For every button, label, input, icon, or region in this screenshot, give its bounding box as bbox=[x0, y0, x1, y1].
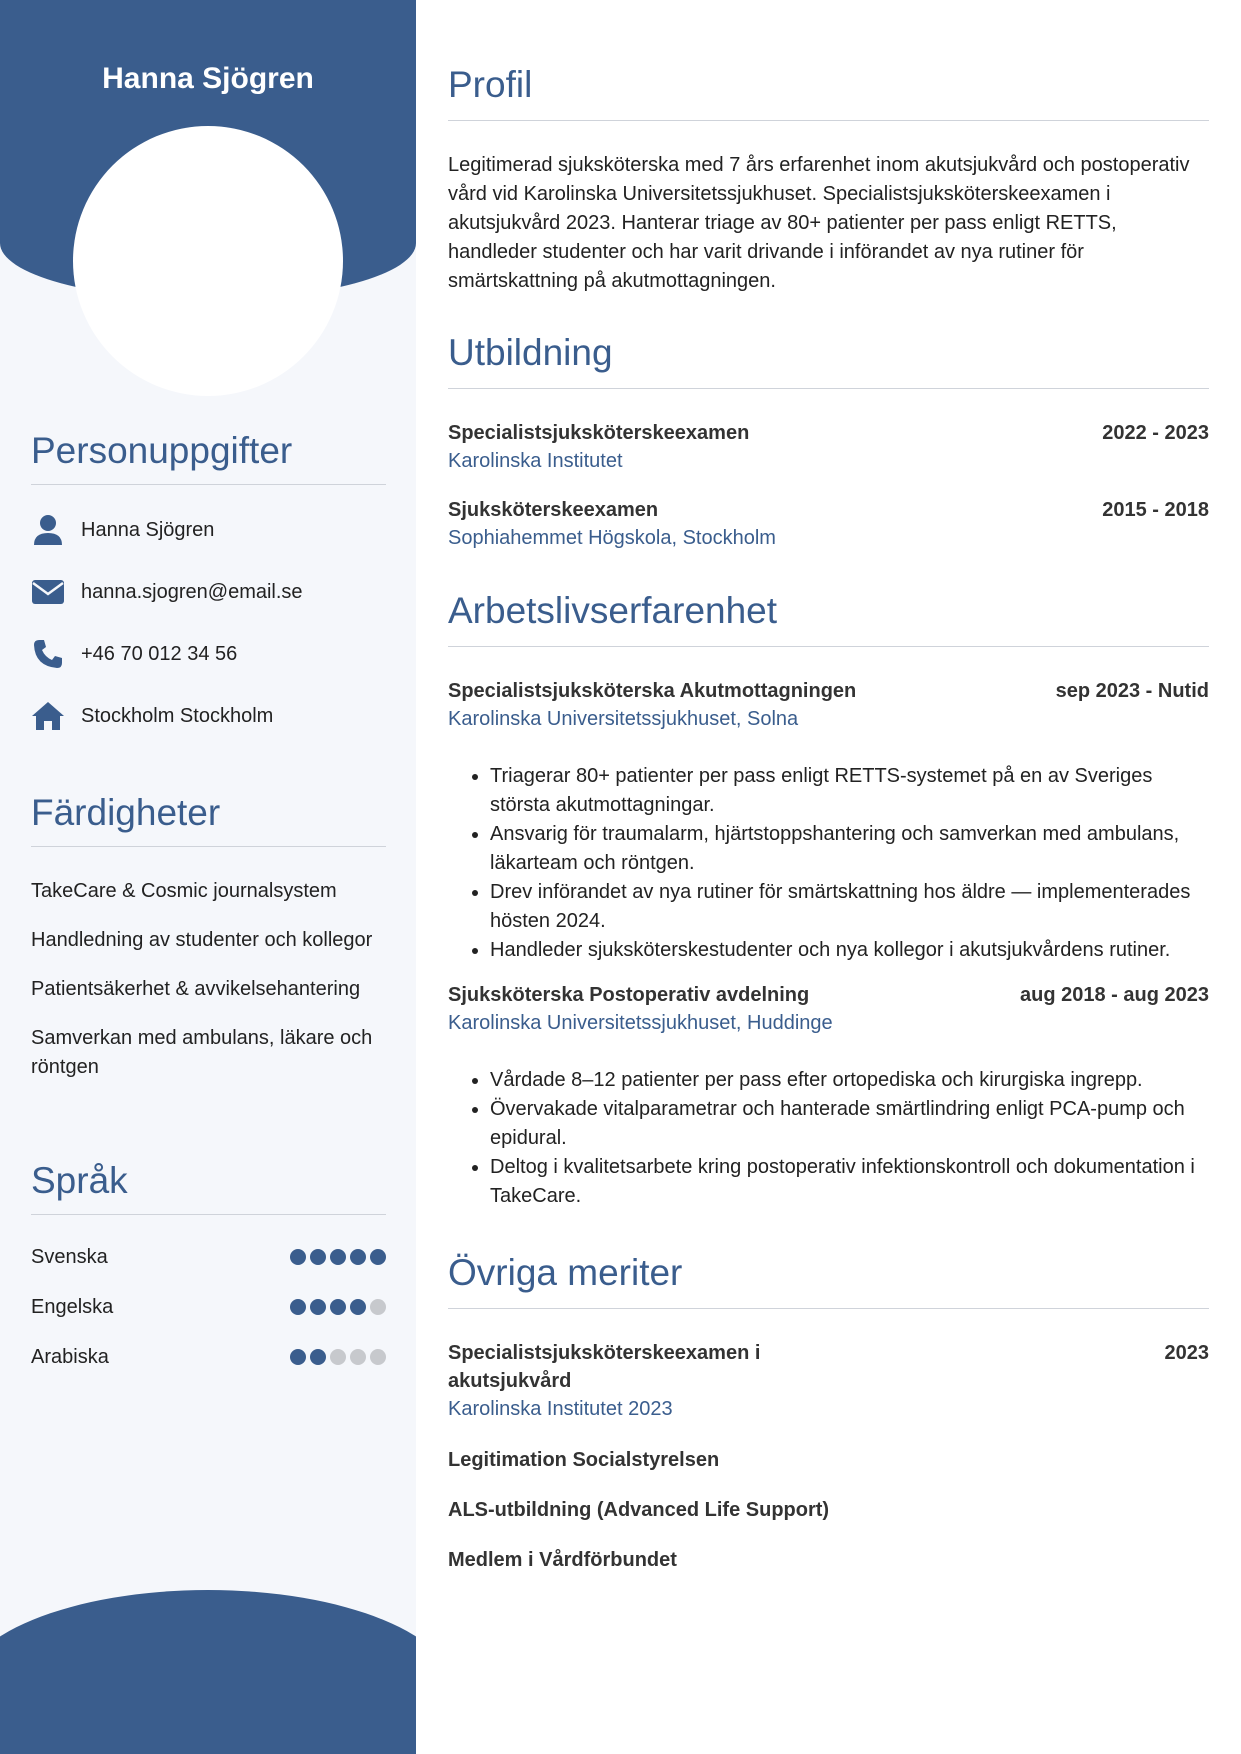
level-dot-filled bbox=[330, 1299, 346, 1315]
profile-text: Legitimerad sjuksköterska med 7 års erfarenhet inom akutsjukvård och postoperativ vård vid Karolinska Universitetssjukhuset. Specialistsjuksköterskeexamen i akutsjukvård 2023. Hanterar triage av 80+ patienter per pass enligt RETTS, handleder studenter och har varit drivande i införandet av nya rutiner för smärtskattning på akutmottagningen. bbox=[448, 154, 1190, 292]
experience-dates: sep 2023 - Nutid bbox=[1055, 680, 1209, 702]
merits-title: Övriga meriter bbox=[448, 1252, 1209, 1309]
envelope-icon bbox=[31, 575, 65, 609]
home-icon bbox=[31, 699, 65, 733]
level-dot-empty bbox=[330, 1349, 346, 1365]
level-dot-filled bbox=[310, 1349, 326, 1365]
experience-title: Arbetslivserfarenhet bbox=[448, 590, 1209, 647]
education-entry bbox=[448, 419, 1209, 476]
language-row bbox=[31, 1343, 386, 1371]
contact-name-row bbox=[31, 513, 386, 547]
contact-phone-row bbox=[31, 637, 386, 671]
language-name: Engelska bbox=[31, 1295, 114, 1318]
skill-item: Handledning av studenter och kollegor bbox=[31, 929, 373, 951]
language-row bbox=[31, 1293, 386, 1321]
skills-title: Färdigheter bbox=[31, 792, 386, 847]
merit-year: 2023 bbox=[1164, 1342, 1209, 1364]
languages-section bbox=[31, 1160, 386, 1371]
profile-photo-placeholder bbox=[73, 126, 343, 396]
education-title: Utbildning bbox=[448, 332, 1209, 389]
profile-section bbox=[448, 64, 1209, 296]
contact-email[interactable]: hanna.sjogren@email.se bbox=[81, 580, 303, 603]
contact-name: Hanna Sjögren bbox=[81, 518, 215, 541]
skill-item: Patientsäkerhet & avvikelsehantering bbox=[31, 978, 361, 1000]
experience-org: Karolinska Universitetssjukhuset, Solna bbox=[448, 708, 799, 730]
experience-bullet: • Handleder sjuksköterskestudenter och nya kollegor i akutsjukvårdens rutiner. bbox=[490, 936, 1209, 965]
experience-entry bbox=[448, 677, 1209, 965]
experience-org: Karolinska Universitetssjukhuset, Huddinge bbox=[448, 1012, 833, 1034]
contact-location-row bbox=[31, 699, 386, 733]
languages-title: Språk bbox=[31, 1160, 386, 1215]
level-dot-empty bbox=[370, 1349, 386, 1365]
level-dot-empty bbox=[350, 1349, 366, 1365]
merit-sub: Karolinska Institutet 2023 bbox=[448, 1398, 673, 1420]
experience-bullets bbox=[448, 762, 1209, 965]
education-entry bbox=[448, 496, 1209, 553]
experience-entry bbox=[448, 981, 1209, 1211]
sidebar bbox=[0, 0, 416, 1754]
skill-item: TakeCare & Cosmic journalsystem bbox=[31, 880, 337, 902]
level-dot-filled bbox=[350, 1249, 366, 1265]
level-dot-filled bbox=[290, 1249, 306, 1265]
skills-section bbox=[31, 792, 386, 1082]
level-dot-filled bbox=[290, 1299, 306, 1315]
level-dot-filled bbox=[370, 1249, 386, 1265]
merit-title: Specialistsjuksköterskeexamen i akutsjukvård bbox=[448, 1342, 761, 1392]
education-degree: Sjuksköterskeexamen bbox=[448, 499, 659, 521]
experience-section bbox=[448, 590, 1209, 1211]
merits-section bbox=[448, 1252, 1209, 1574]
experience-role: Specialistsjuksköterska Akutmottagningen bbox=[448, 680, 857, 702]
education-school: Karolinska Institutet bbox=[448, 450, 623, 472]
merit-item: Medlem i Vårdförbundet bbox=[448, 1549, 677, 1571]
phone-icon bbox=[31, 637, 65, 671]
language-name: Arabiska bbox=[31, 1345, 109, 1368]
experience-dates: aug 2018 - aug 2023 bbox=[1020, 984, 1209, 1006]
experience-bullet: • Drev införandet av nya rutiner för smärtskattning hos äldre — implementerades hösten 2024. bbox=[490, 878, 1209, 936]
merit-entry bbox=[448, 1339, 1209, 1424]
experience-bullet: • Övervakade vitalparametrar och hanterade smärtlindring enligt PCA-pump och epidural. bbox=[490, 1095, 1209, 1153]
contact-phone[interactable]: +46 70 012 34 56 bbox=[81, 642, 238, 665]
experience-bullet: • Triagerar 80+ patienter per pass enligt RETTS-systemet på en av Sveriges största akutmottagningar. bbox=[490, 762, 1209, 820]
profile-title: Profil bbox=[448, 64, 1209, 121]
sidebar-footer-band bbox=[0, 1700, 416, 1754]
level-dot-filled bbox=[330, 1249, 346, 1265]
level-dot-filled bbox=[290, 1349, 306, 1365]
language-level-dots bbox=[290, 1249, 386, 1265]
education-dates: 2015 - 2018 bbox=[1102, 499, 1209, 521]
merit-item: ALS-utbildning (Advanced Life Support) bbox=[448, 1499, 830, 1521]
language-name: Svenska bbox=[31, 1245, 108, 1268]
experience-bullets bbox=[448, 1066, 1209, 1211]
contact-email-row bbox=[31, 575, 386, 609]
merit-item: Legitimation Socialstyrelsen bbox=[448, 1449, 720, 1471]
education-dates: 2022 - 2023 bbox=[1102, 422, 1209, 444]
language-level-dots bbox=[290, 1299, 386, 1315]
level-dot-filled bbox=[350, 1299, 366, 1315]
personal-title: Personuppgifter bbox=[31, 430, 386, 485]
contact-location: Stockholm Stockholm bbox=[81, 704, 274, 727]
skill-item: Samverkan med ambulans, läkare och röntgen bbox=[31, 1027, 373, 1078]
user-icon bbox=[31, 513, 65, 547]
education-degree: Specialistsjuksköterskeexamen bbox=[448, 422, 750, 444]
language-row bbox=[31, 1243, 386, 1271]
level-dot-empty bbox=[370, 1299, 386, 1315]
personal-section bbox=[31, 430, 386, 733]
experience-role: Sjuksköterska Postoperativ avdelning bbox=[448, 984, 810, 1006]
education-section bbox=[448, 332, 1209, 553]
level-dot-filled bbox=[310, 1299, 326, 1315]
language-level-dots bbox=[290, 1349, 386, 1365]
experience-bullet: • Vårdade 8–12 patienter per pass efter ortopediska och kirurgiska ingrepp. bbox=[490, 1066, 1209, 1095]
education-school: Sophiahemmet Högskola, Stockholm bbox=[448, 527, 776, 549]
candidate-name: Hanna Sjögren bbox=[102, 62, 314, 95]
experience-bullet: • Ansvarig för traumalarm, hjärtstoppshantering och samverkan med ambulans, läkarteam och röntgen. bbox=[490, 820, 1209, 878]
experience-bullet: • Deltog i kvalitetsarbete kring postoperativ infektionskontroll och dokumentation i TakeCare. bbox=[490, 1153, 1209, 1211]
level-dot-filled bbox=[310, 1249, 326, 1265]
